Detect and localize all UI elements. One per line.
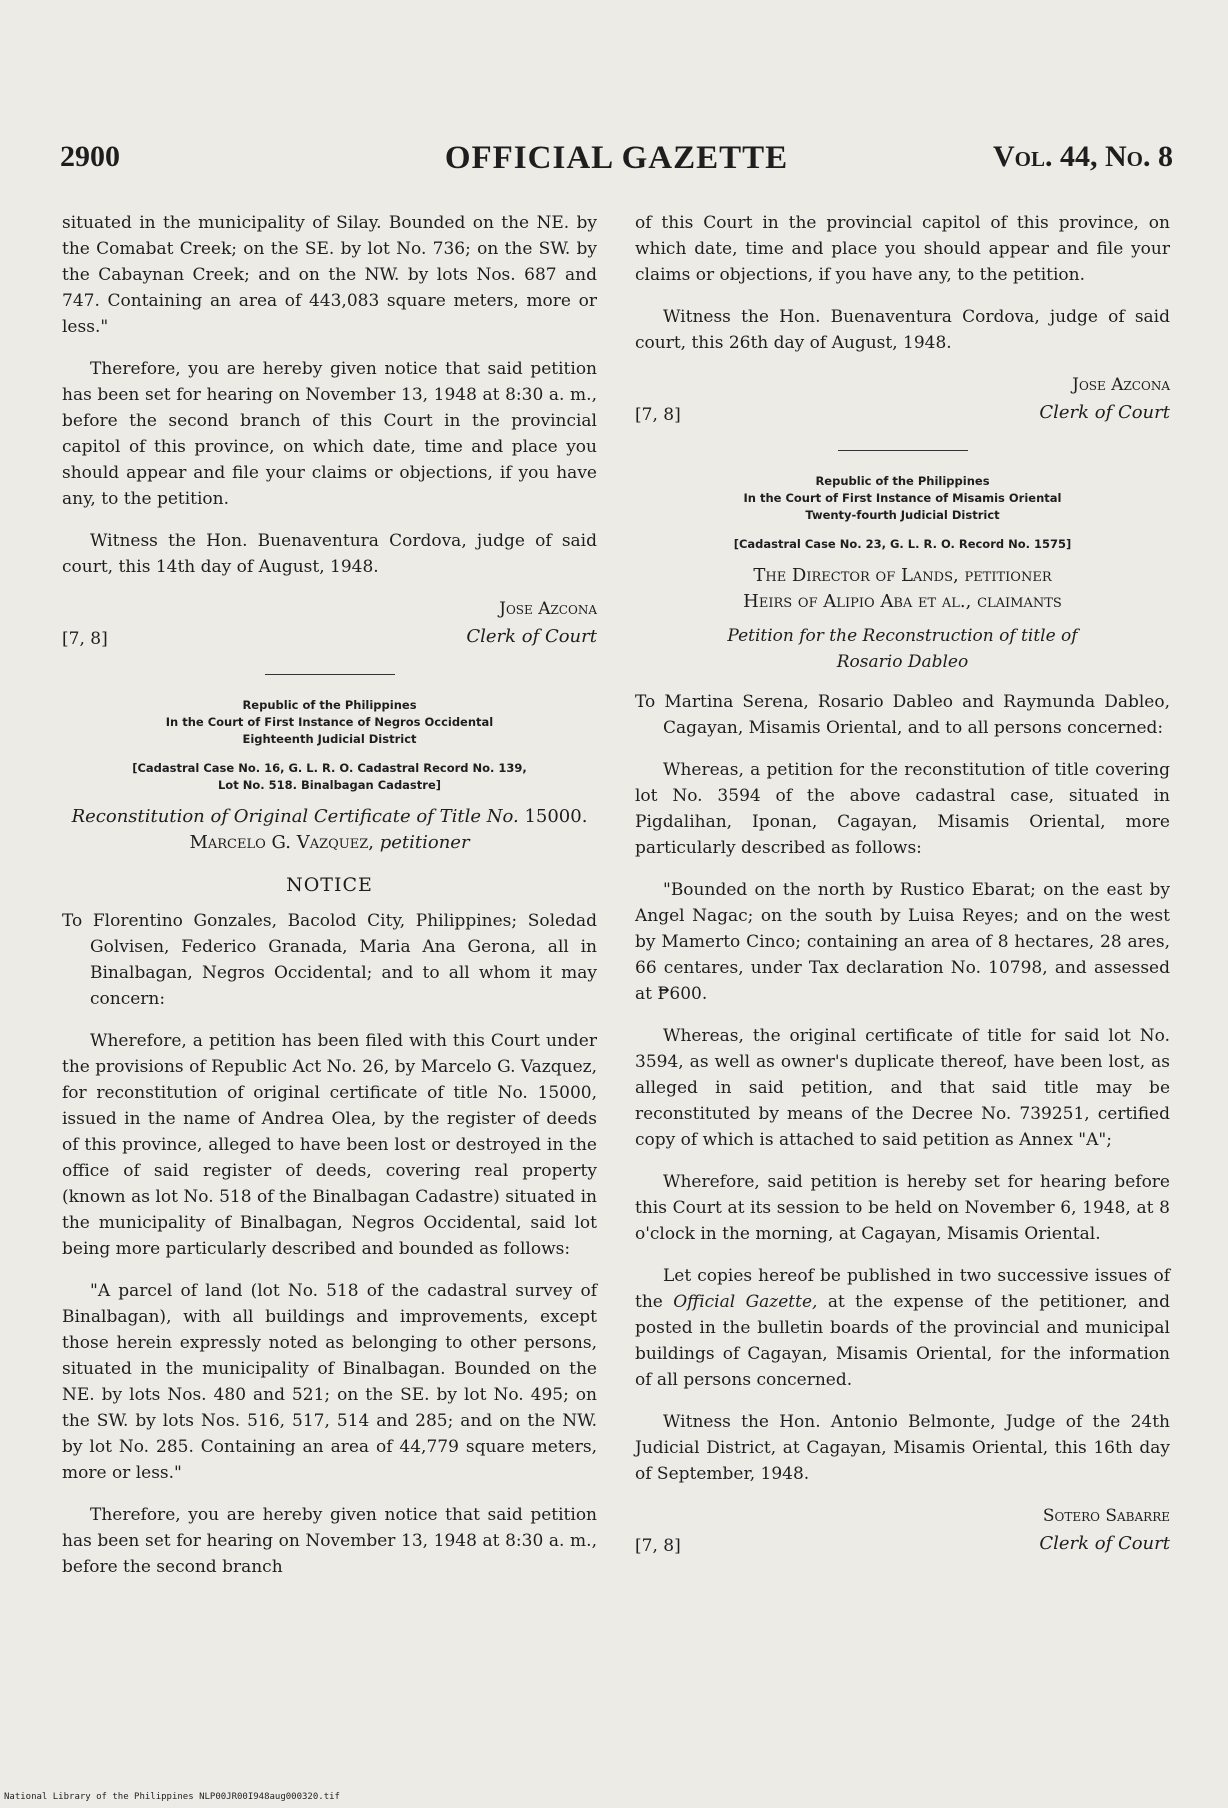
volume-number: Vol. 44, No. 8 — [992, 140, 1173, 173]
signature-block — [635, 372, 1170, 432]
page-header — [60, 140, 1173, 180]
signatory-name: Jose Azcona — [1072, 375, 1170, 395]
case-reference: [Cadastral Case No. 23, G. L. R. O. Record No. 1575] — [733, 537, 1072, 551]
paragraph: Witness the Hon. Buenaventura Cordova, judge of said court, this 26th day of August, 1948. — [635, 307, 1170, 353]
signatory-name: Sotero Sabarre — [1042, 1506, 1170, 1526]
court-heading: Republic of the Philippines In the Court of First Instance of Misamis Oriental Twenty-fourth Judicial District — [743, 474, 1062, 522]
paragraph: Wherefore, a petition has been filed with this Court under the provisions of Republic Act No. 26, by Marcelo G. Vazquez, for reconstitution of original certificate of title No. 15000, issued in the name of Andrea Olea, by the register of deeds of this province, alleged to have been lost or destroyed in the office of said register of deeds, covering real property (known as lot No. 518 of the Binalbagan Cadastre) situated in the municipality of Binalbagan, Negros Occidental, said lot being more particularly described and bounded as follows: — [62, 1031, 597, 1259]
paragraph: of this Court in the provincial capitol of this province, on which date, time and place you should appear and file your claims or objections, if you have any, to the petition. — [635, 213, 1170, 285]
paragraph: "A parcel of land (lot No. 518 of the cadastral survey of Binalbagan), with all buildings and improvements, except those herein expressly noted as belonging to other persons, situated in the municipality of Binalbagan. Bounded on the NE. by lots Nos. 480 and 521; on the SE. by lot No. 495; on the SW. by lots Nos. 516, 517, 514 and 285; and on the NW. by lot No. 285. Containing an area of 44,779 square meters, more or less." — [62, 1281, 597, 1483]
section-divider — [838, 450, 968, 451]
case-subject: Petition for the Reconstruction of title of Rosario Dableo — [727, 626, 1078, 672]
signatory-title: Clerk of Court — [1039, 402, 1170, 423]
issue-reference: [7, 8] — [635, 1536, 681, 1556]
section-divider — [265, 674, 395, 675]
left-column — [62, 210, 597, 1596]
addressees: To Martina Serena, Rosario Dableo and Raymunda Dableo, Cagayan, Misamis Oriental, and to all persons concerned: — [635, 692, 1170, 738]
scan-footer: National Library of the Philippines NLP00JR00I948aug000320.tif — [4, 1792, 340, 1802]
case-reference: [Cadastral Case No. 16, G. L. R. O. Cadastral Record No. 139, Lot No. 518. Binalbagan Cadastre] — [132, 761, 527, 792]
signature-block — [635, 1503, 1170, 1563]
parties: The Director of Lands, petitioner Heirs of Alipio Aba et al., claimants — [743, 565, 1062, 612]
paragraph: Therefore, you are hereby given notice that said petition has been set for hearing on November 13, 1948 at 8:30 a. m., before the second branch of this Court in the provincial capitol of this province, on which date, time and place you should appear and file your claims or objections, if you have any, to the petition. — [62, 359, 597, 509]
issue-reference: [7, 8] — [635, 405, 681, 425]
signatory-title: Clerk of Court — [466, 626, 597, 647]
paragraph: Whereas, the original certificate of title for said lot No. 3594, as well as owner's duplicate thereof, have been lost, as alleged in said petition, and that said title may be reconstituted by means of the Decree No. 739251, certified copy of which is attached to said petition as Annex "A"; — [635, 1026, 1170, 1150]
court-heading: Republic of the Philippines In the Court of First Instance of Negros Occidental Eighteenth Judicial District — [165, 698, 494, 746]
signatory-title: Clerk of Court — [1039, 1533, 1170, 1554]
paragraph: situated in the municipality of Silay. Bounded on the NE. by the Comabat Creek; on the SE. by lot No. 736; on the SW. by the Cabaynan Creek; and on the NW. by lots Nos. 687 and 747. Containing an area of 443,083 square meters, more or less." — [62, 213, 597, 337]
paragraph: Witness the Hon. Antonio Belmonte, Judge of the 24th Judicial District, at Cagayan, Misamis Oriental, this 16th day of September, 1948. — [635, 1412, 1170, 1484]
signature-block — [62, 596, 597, 656]
paragraph: Whereas, a petition for the reconstitution of title covering lot No. 3594 of the above cadastral case, situated in Pigdalihan, Iponan, Cagayan, Misamis Oriental, more particularly described as follows: — [635, 760, 1170, 858]
right-column — [635, 210, 1170, 1581]
page-number: 2900 — [60, 140, 120, 173]
paragraph: Therefore, you are hereby given notice that said petition has been set for hearing on November 13, 1948 at 8:30 a. m., before the second branch — [62, 1505, 597, 1577]
case-subject: Reconstitution of Original Certificate of Title No. 15000. Marcelo G. Vazquez, petitioner — [71, 806, 588, 853]
paragraph: Wherefore, said petition is hereby set for hearing before this Court at its session to be held on November 6, 1948, at 8 o'clock in the morning, at Cagayan, Misamis Oriental. — [635, 1172, 1170, 1244]
addressees: To Florentino Gonzales, Bacolod City, Philippines; Soledad Golvisen, Federico Granada, Maria Ana Gerona, all in Binalbagan, Negros Occidental; and to all whom it may concern: — [62, 911, 597, 1009]
signatory-name: Jose Azcona — [499, 599, 597, 619]
issue-reference: [7, 8] — [62, 629, 108, 649]
paragraph: "Bounded on the north by Rustico Ebarat; on the east by Angel Nagac; on the south by Luisa Reyes; and on the west by Mamerto Cinco; containing an area of 8 hectares, 28 ares, 66 centares, under Tax declaration No. 10798, and assessed at ₱600. — [635, 880, 1170, 1004]
notice-heading: NOTICE — [286, 874, 373, 896]
paragraph: Let copies hereof be published in two successive issues of the Official Gazette, at the expense of the petitioner, and posted in the bulletin boards of the provincial and municipal buildings of Cagayan, Misamis Oriental, for the information of all persons concerned. — [635, 1266, 1170, 1390]
publication-title: OFFICIAL GAZETTE — [444, 140, 789, 176]
paragraph: Witness the Hon. Buenaventura Cordova, judge of said court, this 14th day of August, 1948. — [62, 531, 597, 577]
